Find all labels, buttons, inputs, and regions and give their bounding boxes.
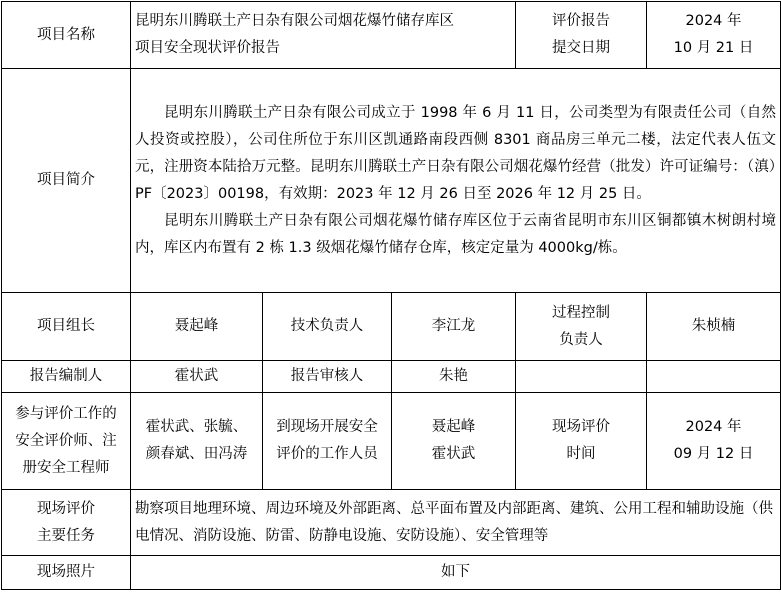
report-reviewer-label: 报告审核人 bbox=[263, 361, 392, 393]
tech-lead-label: 技术负责人 bbox=[263, 293, 392, 361]
intro-paragraph-2: 昆明东川腾联土产日杂有限公司烟花爆竹储存库区位于云南省昆明市东川区铜都镇木树朗村境内，库区内布置有 2 栋 1.3 级烟花爆竹储存仓库，核定定量为 4000kg/栋。 bbox=[135, 212, 777, 256]
main-tasks-value: 勘察项目地理环境、周边环境及外部距离、总平面布置及内部距离、建筑、公用工程和辅助设施（供电情况、消防设施、防雷、防静电设施、安防设施）、安全管理等 bbox=[131, 490, 781, 556]
report-author-value: 霍状武 bbox=[131, 361, 263, 393]
participants-label: 参与评价工作的 安全评价师、注 册安全工程师 bbox=[2, 393, 131, 490]
onsite-staff-value: 聂起峰 霍状武 bbox=[392, 393, 516, 490]
row-report-author bbox=[2, 361, 781, 393]
onsite-time-value: 2024 年 09 月 12 日 bbox=[647, 393, 781, 490]
process-control-value: 朱桢楠 bbox=[647, 293, 781, 361]
team-leader-label: 项目组长 bbox=[2, 293, 131, 361]
onsite-time-label: 现场评价 时间 bbox=[516, 393, 647, 490]
participants-value: 霍状武、张毓、 颜春斌、田冯涛 bbox=[131, 393, 263, 490]
row-participants bbox=[2, 393, 781, 490]
onsite-staff-label: 到现场开展安全 评价的工作人员 bbox=[263, 393, 392, 490]
tech-lead-value: 李江龙 bbox=[392, 293, 516, 361]
empty-cell bbox=[647, 361, 781, 393]
main-tasks-label: 现场评价 主要任务 bbox=[2, 490, 131, 556]
row-site-photos bbox=[2, 556, 781, 590]
report-author-label: 报告编制人 bbox=[2, 361, 131, 393]
team-leader-value: 聂起峰 bbox=[131, 293, 263, 361]
site-photos-value: 如下 bbox=[131, 556, 781, 590]
row-project-name bbox=[2, 2, 781, 69]
project-intro-text bbox=[131, 69, 781, 293]
row-main-tasks bbox=[2, 490, 781, 556]
submit-date-label: 评价报告 提交日期 bbox=[516, 2, 647, 69]
row-project-intro bbox=[2, 69, 781, 293]
process-control-label: 过程控制 负责人 bbox=[516, 293, 647, 361]
report-reviewer-value: 朱艳 bbox=[392, 361, 516, 393]
submit-date-value: 2024 年 10 月 21 日 bbox=[647, 2, 781, 69]
site-photos-label: 现场照片 bbox=[2, 556, 131, 590]
intro-paragraph-1: 昆明东川腾联土产日杂有限公司成立于 1998 年 6 月 11 日，公司类型为有限责任公司（自然人投资或控股），公司住所位于东川区凯通路南段西侧 8301 商品房三单元二楼，法定代表人伍文元，注册资本陆拾万元整。昆明东川腾联土产日杂有限公司烟花爆竹经营（批发）许可证编号：（滇）PF〔2023〕00198，有效期：2023 年 12 月 26 日至 2026 年 12 月 25 日。 bbox=[135, 104, 777, 202]
project-intro-label: 项目简介 bbox=[2, 69, 131, 293]
row-team-leader bbox=[2, 293, 781, 361]
project-name-label: 项目名称 bbox=[2, 2, 131, 69]
evaluation-info-table bbox=[1, 1, 781, 590]
empty-cell bbox=[516, 361, 647, 393]
project-name-value: 昆明东川腾联土产日杂有限公司烟花爆竹储存库区 项目安全现状评价报告 bbox=[131, 2, 516, 69]
